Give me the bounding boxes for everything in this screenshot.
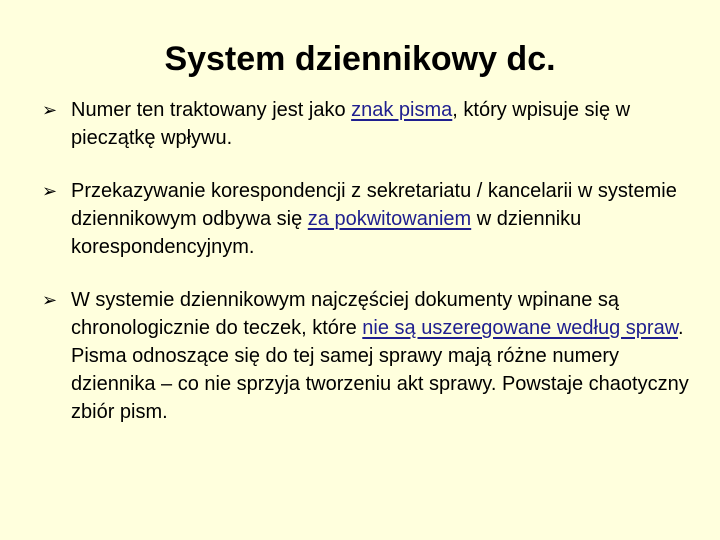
link-nie-sa-uszeregowane[interactable]: nie są uszeregowane według spraw: [362, 317, 679, 339]
bullet-text-after: w dzienniku korespondencyjnym.: [71, 208, 582, 258]
link-za-pokwitowaniem[interactable]: za pokwitowaniem: [307, 208, 472, 230]
bullet-text-before: W systemie dziennikowym najczęściej dokumenty wpinane są chronologicznie do teczek, które: [71, 289, 620, 339]
slide-title: System dziennikowy dc.: [164, 40, 556, 78]
arrow-bullet-icon: ➢: [42, 181, 58, 201]
link-znak-pisma[interactable]: znak pisma: [351, 99, 453, 121]
bullet-text-after: , który wpisuje się w pieczątkę wpływu.: [71, 99, 631, 149]
bullet-text-after: . Pisma odnoszące się do tej samej sprawy mają różne numery dziennika – co nie sprzyja tworzeniu akt sprawy. Powstaje chaotyczny zbiór pism.: [71, 317, 689, 423]
arrow-bullet-icon: ➢: [42, 290, 58, 310]
bullet-list: [42, 96, 694, 426]
bullet-text-before: Numer ten traktowany jest jako: [71, 99, 352, 121]
bullet-item-1: [42, 96, 694, 152]
arrow-bullet-icon: ➢: [42, 100, 58, 120]
bullet-text-before: Przekazywanie korespondencji z sekretariatu / kancelarii w systemie dziennikowym odbywa się: [71, 180, 677, 230]
bullet-item-2: [42, 177, 694, 261]
bullet-item-3: [42, 286, 694, 426]
